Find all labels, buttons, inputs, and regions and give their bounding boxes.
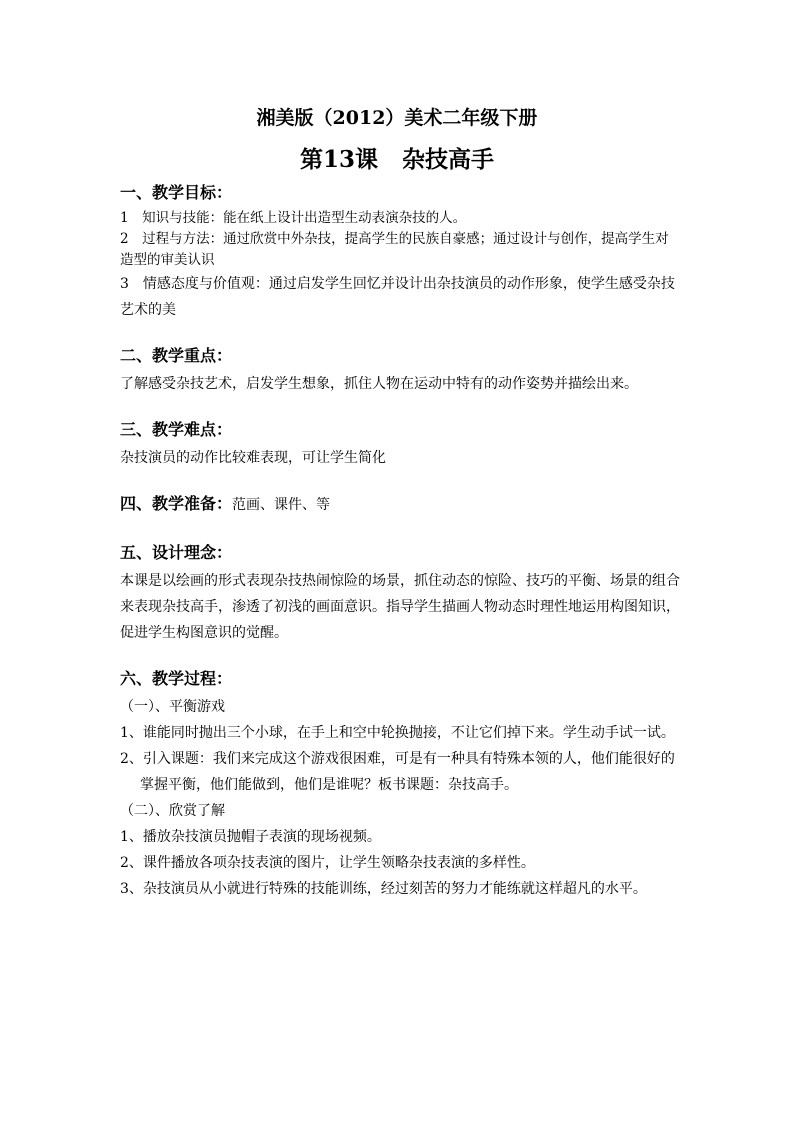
document-title: 湘美版（2012）美术二年级下册 xyxy=(256,107,538,129)
difficulties-heading: 三、教学难点： xyxy=(120,420,233,439)
difficulties-text: 杂技演员的动作比较难表现，可让学生简化 xyxy=(120,450,386,466)
section-goals xyxy=(120,178,680,323)
concept-heading: 五、设计理念： xyxy=(120,543,233,562)
section-difficulties xyxy=(120,415,680,471)
lesson-title xyxy=(0,144,794,176)
process-part1-item-1: 1、谁能同时抛出三个小球，在手上和空中轮换抛接，不让它们掉下来。学生动手试一试。 xyxy=(120,725,675,741)
process-part2-item-1: 1、播放杂技演员抛帽子表演的现场视频。 xyxy=(120,829,381,845)
section-process xyxy=(120,664,680,902)
preparation-line xyxy=(120,489,680,520)
process-part1-title: （一）、平衡游戏 xyxy=(120,699,225,715)
goal-item-2: 2 过程与方法：通过欣赏中外杂技，提高学生的民族自豪感；通过设计与创作，提高学生对造型的审美认识 xyxy=(120,231,669,268)
process-part2-title: （二）、欣赏了解 xyxy=(120,803,225,819)
document-body xyxy=(120,178,680,902)
lesson-number: 第13课 xyxy=(299,146,378,173)
section-key-points xyxy=(120,341,680,397)
process-part1-item-2: 2、引入课题：我们来完成这个游戏很困难，可是有一种具有特殊本领的人，他们能很好的掌握平衡，他们能做到，他们是谁呢？板书课题：杂技高手。 xyxy=(120,751,675,793)
preparation-text: 范画、课件、等 xyxy=(232,497,331,513)
section-concept xyxy=(120,538,680,646)
preparation-heading: 四、教学准备： xyxy=(120,494,233,513)
key-points-heading: 二、教学重点： xyxy=(120,346,233,365)
section-preparation xyxy=(120,489,680,520)
process-heading: 六、教学过程： xyxy=(120,669,233,688)
key-points-text: 了解感受杂技艺术，启发学生想象，抓住人物在运动中特有的动作姿势并描绘出来。 xyxy=(120,376,638,392)
goal-item-1: 1 知识与技能：能在纸上设计出造型生动表演杂技的人。 xyxy=(120,210,467,226)
goal-item-3: 3 情感态度与价值观：通过启发学生回忆并设计出杂技演员的动作形象，使学生感受杂技艺术的美 xyxy=(120,276,675,318)
lesson-name: 杂技高手 xyxy=(402,146,494,173)
goals-heading: 一、教学目标： xyxy=(120,183,233,202)
process-part2-item-3: 3、杂技演员从小就进行特殊的技能训练，经过刻苦的努力才能练就这样超凡的水平。 xyxy=(120,881,647,897)
process-part2-item-2: 2、课件播放各项杂技表演的图片，让学生领略杂技表演的多样性。 xyxy=(120,855,535,871)
concept-text: 本课是以绘画的形式表现杂技热闹惊险的场景，抓住动态的惊险、技巧的平衡、场景的组合来表现杂技高手，渗透了初浅的画面意识。指导学生描画人物动态时理性地运用构图知识，促进学生构图意识的觉醒。 xyxy=(120,573,680,641)
